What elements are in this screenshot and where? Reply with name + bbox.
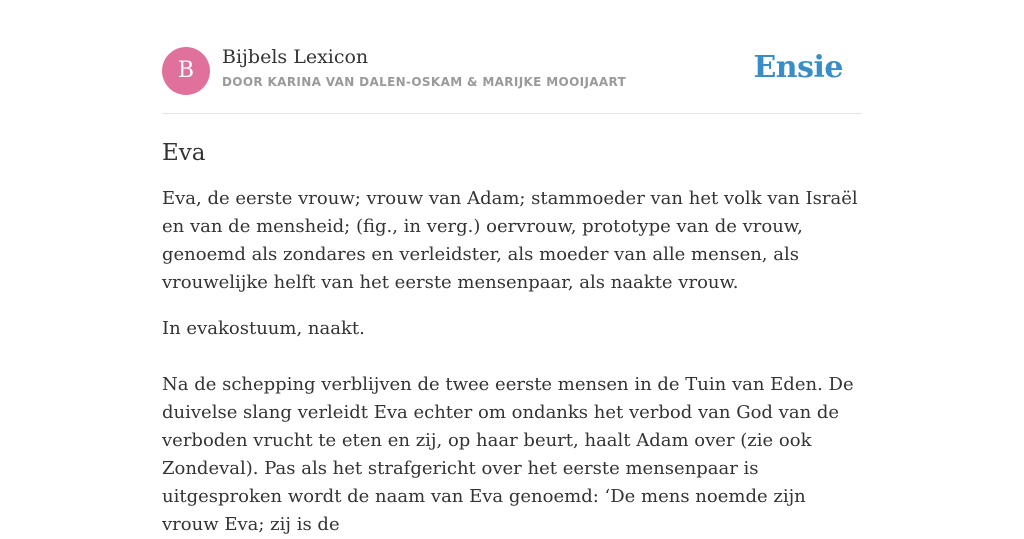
entry-body: Na de schepping verblijven de twee eerste mensen in de Tuin van Eden. De duivelse slang verleidt Eva echter om ondanks het verbod van God van de verboden vrucht te eten en zij, op haar beurt, haalt Adam over (zie ook Zondeval). Pas als het strafgericht over het eerste mensenpaar is uitgesproken wordt de naam van Eva genoemd: ‘De mens noemde zijn vrouw Eva; zij is de (162, 374, 854, 535)
book-authors: DOOR KARINA VAN DALEN-OSKAM & MARIJKE MOOIJAART (222, 75, 627, 89)
header (162, 46, 862, 96)
book-avatar[interactable]: B (162, 47, 210, 95)
entry-title: Eva (162, 140, 206, 166)
entry-idiom: In evakostuum, naakt. (162, 318, 365, 339)
entry-content (162, 136, 862, 539)
ensie-logo[interactable]: Ensie (753, 50, 843, 85)
book-title-link[interactable]: Bijbels Lexicon (222, 46, 369, 68)
header-divider (162, 113, 862, 114)
entry-definition: Eva, de eerste vrouw; vrouw van Adam; stammoeder van het volk van Israël en van de mensheid; (fig., in verg.) oervrouw, prototype van de vrouw, genoemd als zondares en verleidster, als moeder van alle mensen, als vrouwelijke helft van het eerste mensenpaar, als naakte vrouw. (162, 188, 858, 293)
